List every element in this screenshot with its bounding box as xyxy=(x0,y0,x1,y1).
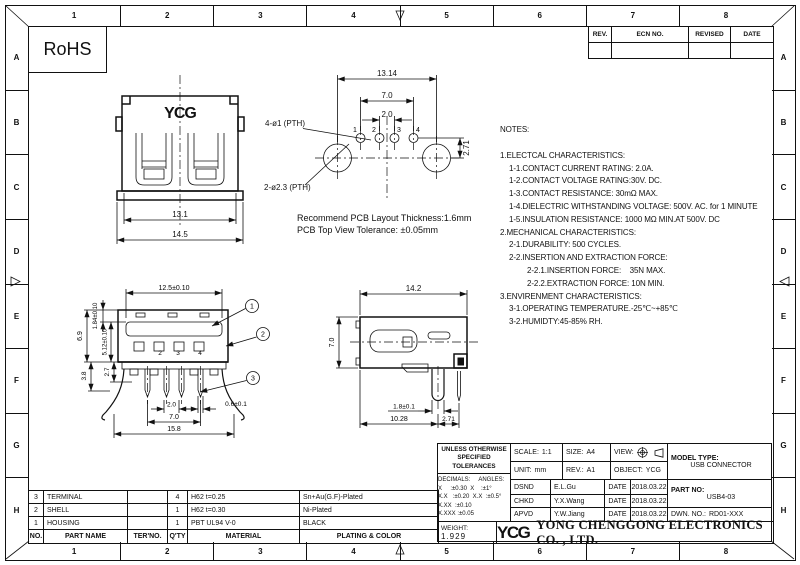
grid-row: G xyxy=(772,414,795,479)
pcb-note xyxy=(297,212,471,236)
grid-row: G xyxy=(5,414,28,479)
dim-label: 15.8 xyxy=(167,426,181,433)
unit-label: UNIT: xyxy=(514,467,532,474)
view-cell xyxy=(611,444,668,462)
notes-block xyxy=(500,124,772,329)
grid-col: 2 xyxy=(121,5,214,26)
date-value: 2018.03.22 xyxy=(631,511,667,518)
dim-label: 7.0 xyxy=(381,91,393,100)
column-header: PLATING & COLOR xyxy=(336,533,402,540)
side-view-drawing xyxy=(76,276,276,456)
grid-band-left xyxy=(5,26,28,542)
tolerance-header xyxy=(438,444,511,474)
dim-label: 1.8±0.1 xyxy=(393,403,415,411)
tolerance-line: X.X :±0.20 X.X :±0.5° xyxy=(438,494,502,501)
dim-label: 13.14 xyxy=(376,69,398,78)
dim-label: 6.9 xyxy=(77,331,84,341)
rev-value: A1 xyxy=(586,467,596,474)
revision-empty-row xyxy=(589,42,773,58)
date-label: DATE xyxy=(608,497,627,505)
dwn-no-value: RD01-XXX xyxy=(709,511,744,518)
table-cell xyxy=(731,43,773,58)
dim-label: 13.1 xyxy=(172,210,188,219)
parts-table xyxy=(28,490,439,544)
notes-title: NOTES: xyxy=(500,125,530,134)
table-cell: SHELL xyxy=(44,504,128,516)
table-header-row xyxy=(29,530,438,543)
grid-row: C xyxy=(772,155,795,220)
table-cell: H62 t=0.25 xyxy=(188,491,300,503)
rev-cell xyxy=(563,462,611,480)
grid-col: 7 xyxy=(587,5,680,26)
profile-view-drawing xyxy=(326,280,498,448)
profile-details xyxy=(356,321,461,401)
dim-label: 2.0 xyxy=(166,401,177,409)
column-header: MATERIAL xyxy=(188,530,300,543)
dim-label: 10.28 xyxy=(390,416,408,423)
dim-label: 5.12±0.10 xyxy=(102,328,109,356)
balloon-number: 1 xyxy=(250,303,254,311)
table-cell xyxy=(689,43,731,58)
pin-number: 4 xyxy=(198,350,202,357)
table-cell: Ni-Plated xyxy=(303,506,332,514)
grid-col: 5 xyxy=(401,542,494,560)
note-line: 3.ENVIRENMENT CHARACTERISTICS: xyxy=(500,291,642,301)
grid-col: 7 xyxy=(587,542,680,560)
note-line: 2-2.1.INSERTION FORCE: 35N MAX. xyxy=(527,265,666,275)
pin-number: 2 xyxy=(158,350,162,357)
column-header: PART NAME xyxy=(44,530,128,543)
chkd-date xyxy=(631,495,668,508)
column-header: NO. xyxy=(29,530,44,543)
note-line: 3-1.OPERATING TEMPERATURE.-25℃~+85℃ xyxy=(509,304,678,314)
tolerance-line: DECIMALS: ANGLES: xyxy=(438,477,505,484)
apvd-role xyxy=(511,508,551,521)
revision-header-row xyxy=(589,27,773,42)
front-view-drawing xyxy=(88,73,273,263)
note-line: 1-4.DIELECTRIC WITHSTANDING VOLTAGE: 500V. AC. for 1 MINUTE xyxy=(509,201,758,211)
grid-col: 3 xyxy=(214,5,307,26)
scale-value: 1:1 xyxy=(541,449,552,456)
truncated-cone-side-icon xyxy=(651,448,664,458)
table-cell: BLACK xyxy=(303,519,326,527)
grid-col: 1 xyxy=(28,542,121,560)
date-header: DATE xyxy=(743,31,761,38)
side-dim-lines xyxy=(84,289,234,438)
model-type-box xyxy=(668,444,771,480)
table-cell: PBT UL94 V-0 xyxy=(188,517,300,529)
table-cell: 1 xyxy=(29,517,44,529)
grid-band-top xyxy=(28,5,772,26)
grid-row: A xyxy=(5,26,28,91)
grid-col: 3 xyxy=(214,542,307,560)
tolerance-line: X.XX :±0.10 xyxy=(438,502,472,509)
object-label: OBJECT: xyxy=(614,467,643,474)
role-label: CHKD xyxy=(514,497,534,505)
note-line: 2-2.2.EXTRACTION FORCE: 10N MIN. xyxy=(527,278,665,288)
grid-row: E xyxy=(772,285,795,350)
revised-header: REVISED xyxy=(689,27,731,42)
terminal-section xyxy=(458,358,465,366)
table-cell xyxy=(128,491,168,503)
table-row xyxy=(29,491,438,504)
note-line: 1-1.CONTACT CURRENT RATING: 2.0A. xyxy=(509,163,654,173)
note-line: 1-5.INSULATION RESISTANCE: 1000 MΩ MIN.AT 500V. DC xyxy=(509,214,720,224)
dsnd-role xyxy=(511,480,551,495)
object-cell xyxy=(611,462,668,480)
dwn-no-label: DWN. NO.: xyxy=(671,511,706,518)
ecn-header: ECN NO. xyxy=(612,27,689,42)
note-line: 1-3.CONTACT RESISTANCE: 30mΩ MAX. xyxy=(509,189,658,199)
chkd-role xyxy=(511,495,551,508)
grid-row: A xyxy=(772,26,795,91)
weight-value: 1.929 xyxy=(441,531,467,541)
grid-row: D xyxy=(5,220,28,285)
object-value: YCG xyxy=(645,467,661,474)
grid-row: F xyxy=(5,349,28,414)
note-line: 2.MECHANICAL CHARACTERISTICS: xyxy=(500,227,636,237)
tolerance-header-line: UNLESS OTHERWISE xyxy=(441,445,507,453)
signoff-name: Y.X.Wang xyxy=(554,497,585,505)
table-cell: 2 xyxy=(29,504,44,516)
tolerance-header-line: SPECIFIED TOLERANCES xyxy=(452,454,496,470)
table-cell: 1 xyxy=(168,517,188,529)
dim-label: 7.0 xyxy=(329,337,336,348)
pcb-note-line: Recommend PCB Layout Thickness:1.6mm xyxy=(297,213,472,223)
note-line: 2-1.DURABILITY: 500 CYCLES. xyxy=(509,240,622,250)
dim-label: 1.84±0.10 xyxy=(93,302,99,330)
apvd-date xyxy=(631,508,668,521)
dim-label: 14.5 xyxy=(172,230,188,239)
grid-col: 6 xyxy=(494,5,587,26)
dim-label: 3.8 xyxy=(81,371,88,381)
pin-number: 3 xyxy=(176,350,180,357)
terminal-centerlines xyxy=(148,366,201,404)
weight-box xyxy=(438,521,497,543)
grid-col: 8 xyxy=(723,546,729,556)
dim-label: 7.0 xyxy=(169,414,179,421)
grid-col: 4 xyxy=(307,5,400,26)
part-no-box xyxy=(668,480,771,508)
dim-label: 12.5±0.10 xyxy=(158,285,190,292)
scale-label: SCALE: xyxy=(514,449,539,456)
grid-row: C xyxy=(5,155,28,220)
table-cell: 1 xyxy=(168,504,188,516)
dsnd-date-label xyxy=(605,480,631,495)
grid-band-right xyxy=(772,26,795,542)
hole-callout: 4-ø1 (PTH) xyxy=(265,119,305,128)
chkd-date-label xyxy=(605,495,631,508)
side-details xyxy=(122,313,226,397)
grid-col: 6 xyxy=(494,542,587,560)
grid-col: 8 xyxy=(723,11,729,20)
column-header: TER'NO. xyxy=(128,530,168,543)
table-cell xyxy=(589,43,612,58)
title-block xyxy=(437,443,772,547)
size-label: SIZE: xyxy=(566,449,584,456)
grid-row: D xyxy=(772,220,795,285)
spacer xyxy=(500,137,772,150)
model-type-label: MODEL TYPE: xyxy=(671,454,719,462)
grid-row: F xyxy=(772,349,795,414)
grid-row: B xyxy=(772,91,795,156)
unit-cell xyxy=(511,462,563,480)
balloon-number: 3 xyxy=(251,375,255,383)
date-value: 2018.03.22 xyxy=(631,497,667,505)
balloon-callouts xyxy=(200,300,270,393)
scale-cell xyxy=(511,444,563,462)
part-no-value: USB4-03 xyxy=(706,493,736,501)
tolerance-line: X.XXX :±0.05 xyxy=(438,511,474,518)
dwn-no-box xyxy=(668,508,771,521)
truncated-cone-front-icon xyxy=(637,447,648,458)
dim-label: 2.71 xyxy=(462,140,471,156)
note-line: 3-2.HUMIDTY:45-85% RH. xyxy=(509,317,603,327)
pcb-layout-drawing xyxy=(263,64,490,206)
chkd-name xyxy=(551,495,605,508)
pin-number: 2 xyxy=(372,127,376,134)
table-cell: 4 xyxy=(168,491,188,503)
table-row xyxy=(29,504,438,517)
column-header: Q'TY xyxy=(168,530,188,543)
rev-label: REV.: xyxy=(566,467,584,474)
note-line: 1-2.CONTACT VOLTAGE RATING:30V. DC. xyxy=(509,176,662,186)
rev-header: REV. xyxy=(589,27,612,42)
weight-label: WEIGHT: xyxy=(441,524,469,532)
apvd-name xyxy=(551,508,605,521)
date-label: DATE xyxy=(608,511,627,518)
company-logo: YCG xyxy=(497,522,530,542)
pin-number: 1 xyxy=(353,127,357,134)
dim-label: 2.7 xyxy=(104,367,111,377)
apvd-date-label xyxy=(605,508,631,521)
note-line: 2-2.INSERTION AND EXTRACTION FORCE: xyxy=(509,253,668,263)
dim-label: 2.0 xyxy=(381,110,393,119)
dim-label: 14.2 xyxy=(405,284,422,293)
tolerance-values xyxy=(438,474,511,521)
note-line: 1.ELECTCAL CHARACTERISTICS: xyxy=(500,150,626,160)
grid-col: 5 xyxy=(401,5,494,26)
unit-value: mm xyxy=(534,467,547,474)
grid-row: H xyxy=(780,505,787,515)
grid-row: E xyxy=(5,285,28,350)
size-cell xyxy=(563,444,611,462)
dim-label: 0.6±0.1 xyxy=(225,401,247,408)
grid-col: 2 xyxy=(121,542,214,560)
company-name: YONG CHENGGONG ELECTRONICS CO. , LTD. xyxy=(536,517,763,547)
grid-row: B xyxy=(5,91,28,156)
table-cell xyxy=(128,504,168,516)
revision-table xyxy=(588,26,774,59)
tolerance-line: X :±0.30 X :±1° xyxy=(438,485,492,492)
signoff-name: E.L.Gu xyxy=(554,483,576,491)
grid-row: H xyxy=(13,505,20,515)
role-label: DSND xyxy=(514,483,534,491)
table-cell xyxy=(612,43,689,58)
view-label: VIEW: xyxy=(614,449,634,456)
dsnd-name xyxy=(551,480,605,495)
table-cell: 3 xyxy=(29,491,44,503)
pcb-note-line: PCB Top View Tolerance: ±0.05mm xyxy=(297,225,439,235)
pin-number: 3 xyxy=(397,127,401,134)
dsnd-date xyxy=(631,480,668,495)
table-cell: Sn+Au(G.F)-Plated xyxy=(303,493,363,501)
date-label: DATE xyxy=(608,483,627,491)
size-value: A4 xyxy=(586,449,596,456)
model-type-value: USB CONNECTOR xyxy=(690,461,752,469)
ycg-logo: YCG xyxy=(164,105,196,122)
date-value: 2018.03.22 xyxy=(631,483,667,491)
table-cell: TERMINAL xyxy=(44,491,128,503)
table-cell: HOUSING xyxy=(44,517,128,529)
table-cell: H62 t=0.30 xyxy=(188,504,300,516)
signoff-name: Y.W.Jiang xyxy=(554,511,585,518)
hole-callout: 2-ø2.3 (PTH) xyxy=(264,183,311,192)
balloon-number: 2 xyxy=(261,331,265,339)
role-label: APVD xyxy=(514,511,534,518)
pin-number: 4 xyxy=(416,127,420,134)
company-banner xyxy=(497,517,773,547)
table-row xyxy=(29,517,438,530)
dim-label: 2.71 xyxy=(442,416,455,423)
rohs-badge: RoHS xyxy=(28,26,107,73)
table-cell xyxy=(128,517,168,529)
profile-outline xyxy=(360,317,467,368)
pcb-centerlines xyxy=(315,116,459,200)
grid-col: 4 xyxy=(307,542,400,560)
grid-col: 1 xyxy=(28,5,121,26)
part-no-label: PART NO: xyxy=(671,486,705,494)
shell-mount-legs xyxy=(102,369,244,420)
